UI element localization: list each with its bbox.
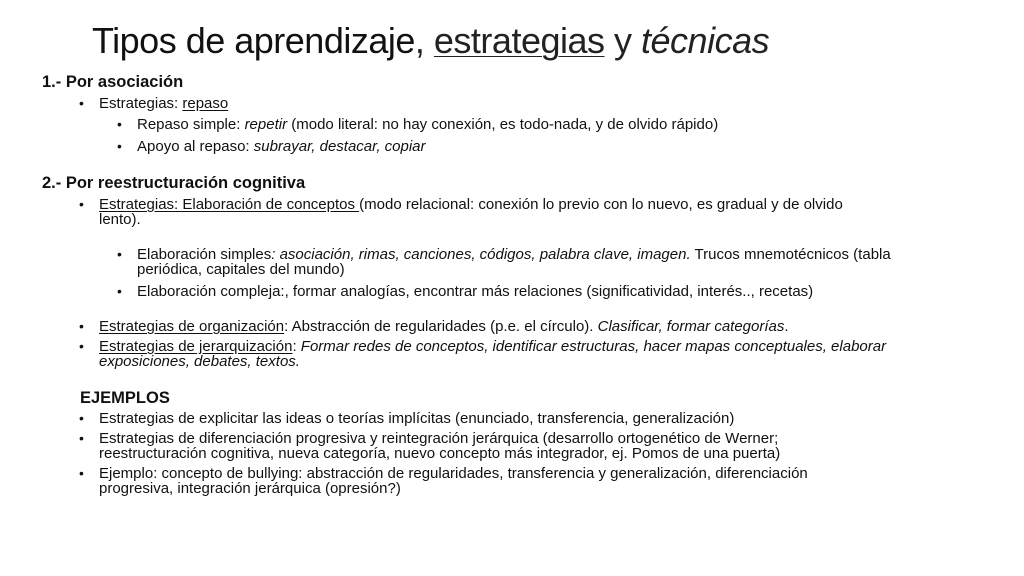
s2-jer-b2: exposiciones, debates, textos. [99, 353, 300, 370]
s2-simp-b: : asociación, rimas, canciones, códigos, palabra clave, imagen. [271, 246, 691, 263]
example-item-1 [42, 411, 1017, 426]
title-part-2: estrategias [433, 20, 605, 61]
s2-elab-underlined: Estrategias: Elaboración de conceptos [99, 196, 360, 213]
bullet-icon: • [79, 338, 84, 354]
slide-title [92, 18, 769, 64]
bullet-icon: • [117, 138, 122, 154]
bullet-icon: • [79, 430, 84, 446]
s2-simp-a: Elaboración simples [137, 246, 272, 263]
s2-simp-d: periódica, capitales del mundo) [137, 261, 345, 278]
s2-elab-rest-1: (modo relacional: conexión lo previo con lo nuevo, es gradual y de olvido [359, 196, 843, 213]
slide-content [42, 70, 1017, 496]
s2-elab-rest-2: lento). [99, 211, 141, 228]
s1-repaso-simple-item [42, 117, 1017, 132]
s2-org-c: . [784, 318, 789, 335]
bullet-icon: • [79, 196, 84, 212]
s1-rep1-a: Repaso simple: [137, 116, 245, 133]
section-2-heading: 2.- Por reestructuración cognitiva [42, 174, 306, 192]
bullet-icon: • [117, 283, 122, 299]
example-item-3 [42, 466, 1017, 496]
example-2-line-1: Estrategias de diferenciación progresiva y reintegración jerárquica (desarrollo ortogenético de Werner; [99, 430, 779, 447]
example-3-line-1: Ejemplo: concepto de bullying: abstracción de regularidades, transferencia y generalización, diferenciación [99, 465, 808, 482]
bullet-icon: • [79, 318, 84, 334]
s1-rep1-c: (modo literal: no hay conexión, es todo-nada, y de olvido rápido) [287, 116, 719, 133]
title-sep-1: , [414, 20, 434, 61]
examples-heading: EJEMPLOS [80, 389, 170, 407]
s2-complex-item [42, 284, 1017, 299]
bullet-icon: • [79, 465, 84, 481]
s2-org-underlined: Estrategias de organización [99, 318, 285, 335]
s1-rep2-b: subrayar, destacar, copiar [253, 138, 426, 155]
bullet-icon: • [79, 95, 84, 111]
s2-elaboration-item [42, 197, 1017, 227]
example-3-line-2: progresiva, integración jerárquica (opresión?) [99, 480, 401, 497]
s2-jer-underlined: Estrategias de jerarquización [99, 338, 293, 355]
example-item-2 [42, 431, 1017, 461]
bullet-icon: • [117, 116, 122, 132]
s2-simp-c: Trucos mnemotécnicos (tabla [690, 246, 891, 263]
s1-rep2-a: Apoyo al repaso: [137, 138, 254, 155]
s2-comp: Elaboración compleja:, formar analogías, encontrar más relaciones (significatividad, interés.., recetas) [137, 283, 814, 300]
example-1-text: Estrategias de explicitar las ideas o teorías implícitas (enunciado, transferencia, generalización) [99, 410, 735, 427]
s1-strategies-item [42, 96, 1017, 111]
s1-strategies-prefix: Estrategias: [99, 95, 183, 112]
s1-strategies-link: repaso [182, 95, 229, 112]
title-part-1: Tipos de aprendizaje [92, 20, 415, 61]
title-sep-2: y [604, 20, 642, 61]
s2-organization-item [42, 319, 1017, 334]
s1-apoyo-item [42, 139, 1017, 154]
title-part-3: técnicas [641, 20, 770, 61]
section-1-heading: 1.- Por asociación [42, 73, 184, 91]
s2-hierarchy-item [42, 339, 1017, 369]
s1-rep1-b: repetir [244, 116, 288, 133]
bullet-icon: • [79, 410, 84, 426]
bullet-icon: • [117, 246, 122, 262]
s2-org-b: Clasificar, formar categorías [597, 318, 785, 335]
s2-simple-item [42, 247, 1017, 277]
example-2-line-2: reestructuración cognitiva, nueva categoría, nuevo concepto más integrador, ej. Pomos de una puerta) [99, 445, 781, 462]
s2-jer-a: : [292, 338, 301, 355]
s2-jer-b1: Formar redes de conceptos, identificar estructuras, hacer mapas conceptuales, elaborar [300, 338, 887, 355]
s2-org-a: : Abstracción de regularidades (p.e. el círculo). [284, 318, 598, 335]
